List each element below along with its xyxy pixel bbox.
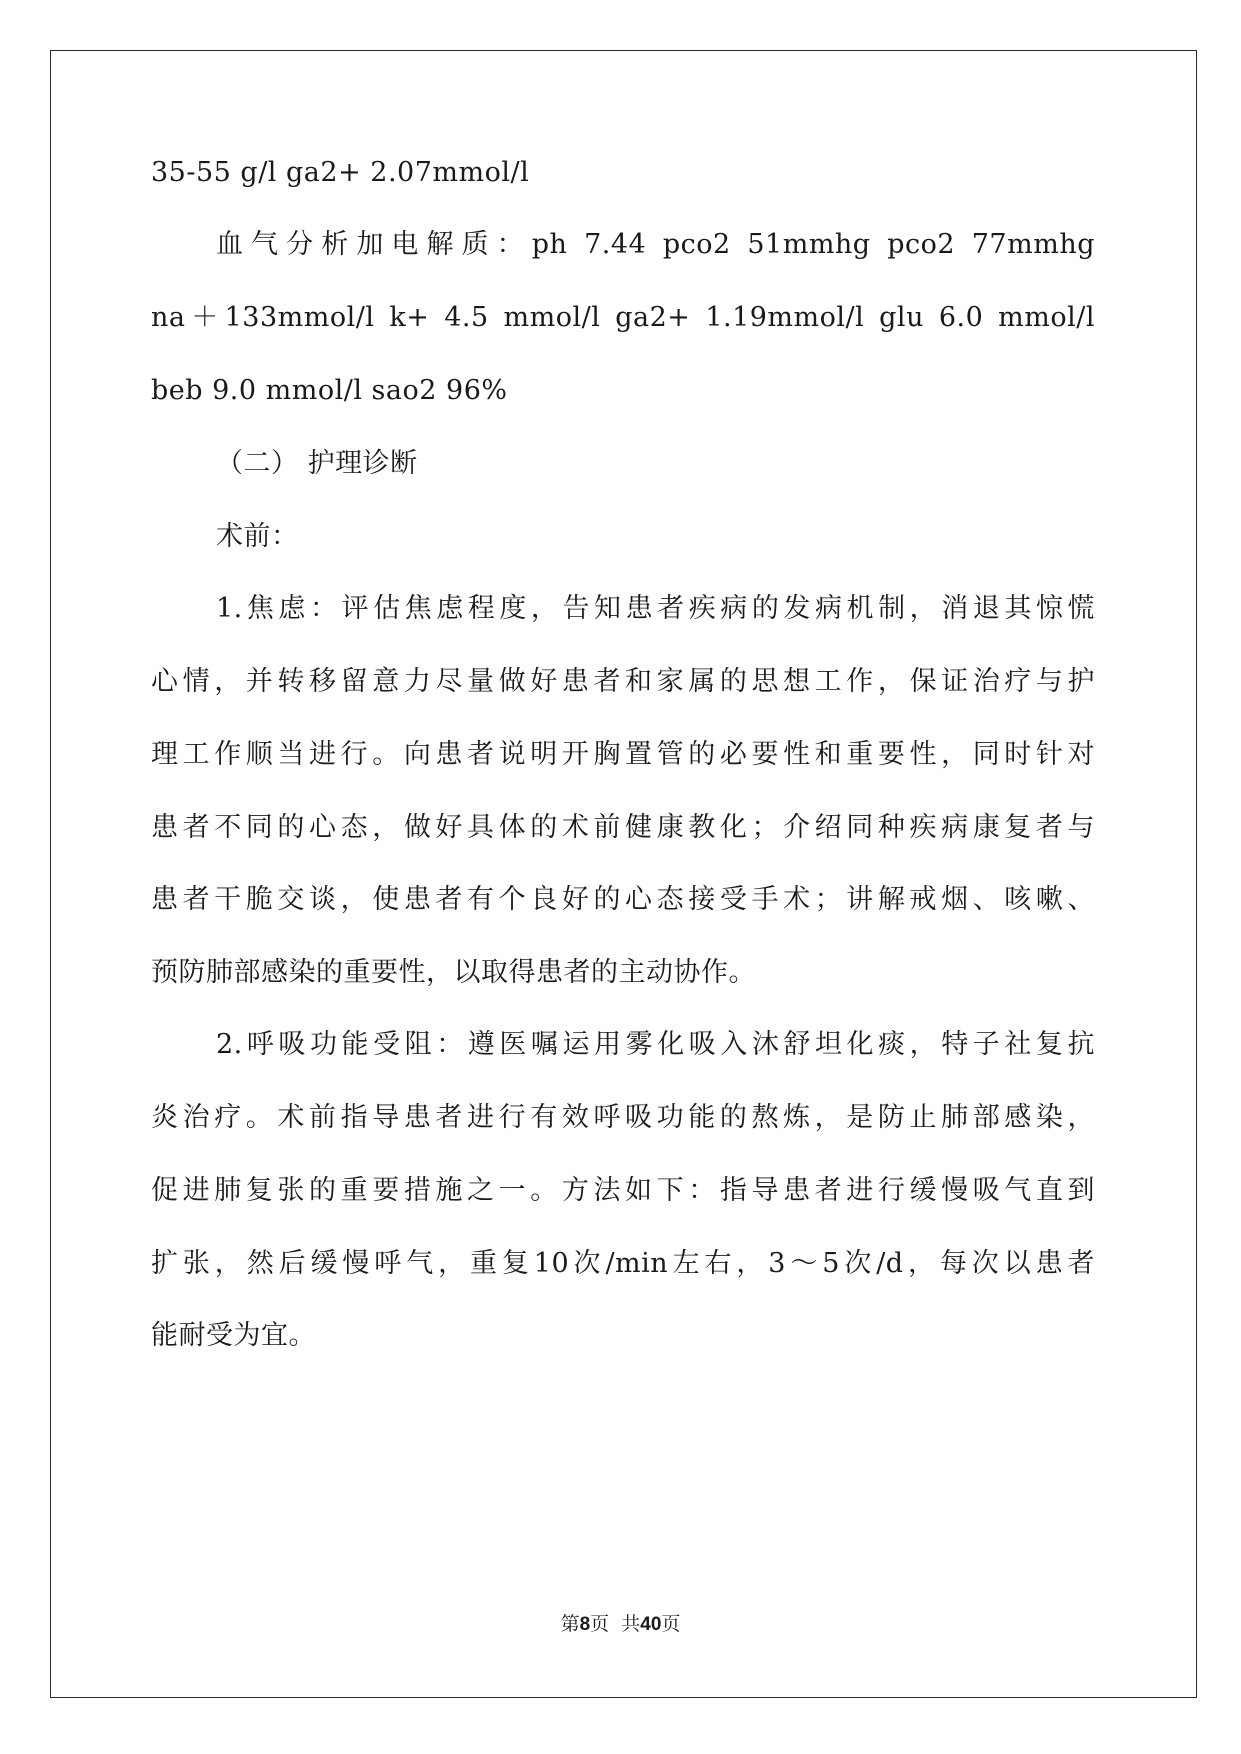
section-heading-nursing-diagnosis: （二） 护理诊断 xyxy=(216,448,418,479)
footer-prefix: 第 xyxy=(560,1613,580,1635)
paragraph-breathing-line-1: 2.呼吸功能受阻：遵医嘱运用雾化吸入沐舒坦化痰，特子社复抗 xyxy=(216,1029,1095,1060)
footer-middle: 页 共 xyxy=(590,1613,641,1635)
paragraph-breathing-line-3: 促进肺复张的重要措施之一。方法如下：指导患者进行缓慢吸气直到 xyxy=(151,1175,1095,1206)
text-line-lab-values-3: beb 9.0 mmol/l sao2 96% xyxy=(151,375,508,406)
page-frame xyxy=(50,50,1197,1698)
page-footer xyxy=(0,1612,1241,1637)
paragraph-anxiety-line-3: 理工作顺当进行。向患者说明开胸置管的必要性和重要性，同时针对 xyxy=(151,739,1095,770)
paragraph-breathing-line-5: 能耐受为宜。 xyxy=(151,1320,316,1351)
text-line-blood-gas-heading: 血气分析加电解质：ph 7.44 pco2 51mmhg pco2 77mmhg xyxy=(216,229,1095,260)
subheading-preoperative: 术前： xyxy=(216,521,299,552)
footer-page-number: 8 xyxy=(579,1614,591,1635)
text-line-lab-values-1: 35-55 g/l ga2+ 2.07mmol/l xyxy=(151,157,530,188)
paragraph-anxiety-line-5: 患者干脆交谈，使患者有个良好的心态接受手术；讲解戒烟、咳嗽、 xyxy=(151,884,1095,915)
footer-total-pages: 40 xyxy=(640,1614,662,1635)
paragraph-anxiety-line-2: 心情，并转移留意力尽量做好患者和家属的思想工作，保证治疗与护 xyxy=(151,666,1095,697)
footer-suffix: 页 xyxy=(661,1613,681,1635)
paragraph-breathing-line-4: 扩张，然后缓慢呼气，重复10次/min左右，3～5次/d，每次以患者 xyxy=(151,1248,1095,1279)
paragraph-anxiety-line-6: 预防肺部感染的重要性，以取得患者的主动协作。 xyxy=(151,957,756,988)
paragraph-breathing-line-2: 炎治疗。术前指导患者进行有效呼吸功能的熬炼，是防止肺部感染， xyxy=(151,1102,1095,1133)
paragraph-anxiety-line-1: 1.焦虑：评估焦虑程度，告知患者疾病的发病机制，消退其惊慌 xyxy=(216,593,1095,624)
text-line-lab-values-2: na＋133mmol/l k+ 4.5 mmol/l ga2+ 1.19mmol/l glu 6.0 mmol/l xyxy=(151,302,1095,333)
paragraph-anxiety-line-4: 患者不同的心态，做好具体的术前健康教化；介绍同种疾病康复者与 xyxy=(151,812,1095,843)
